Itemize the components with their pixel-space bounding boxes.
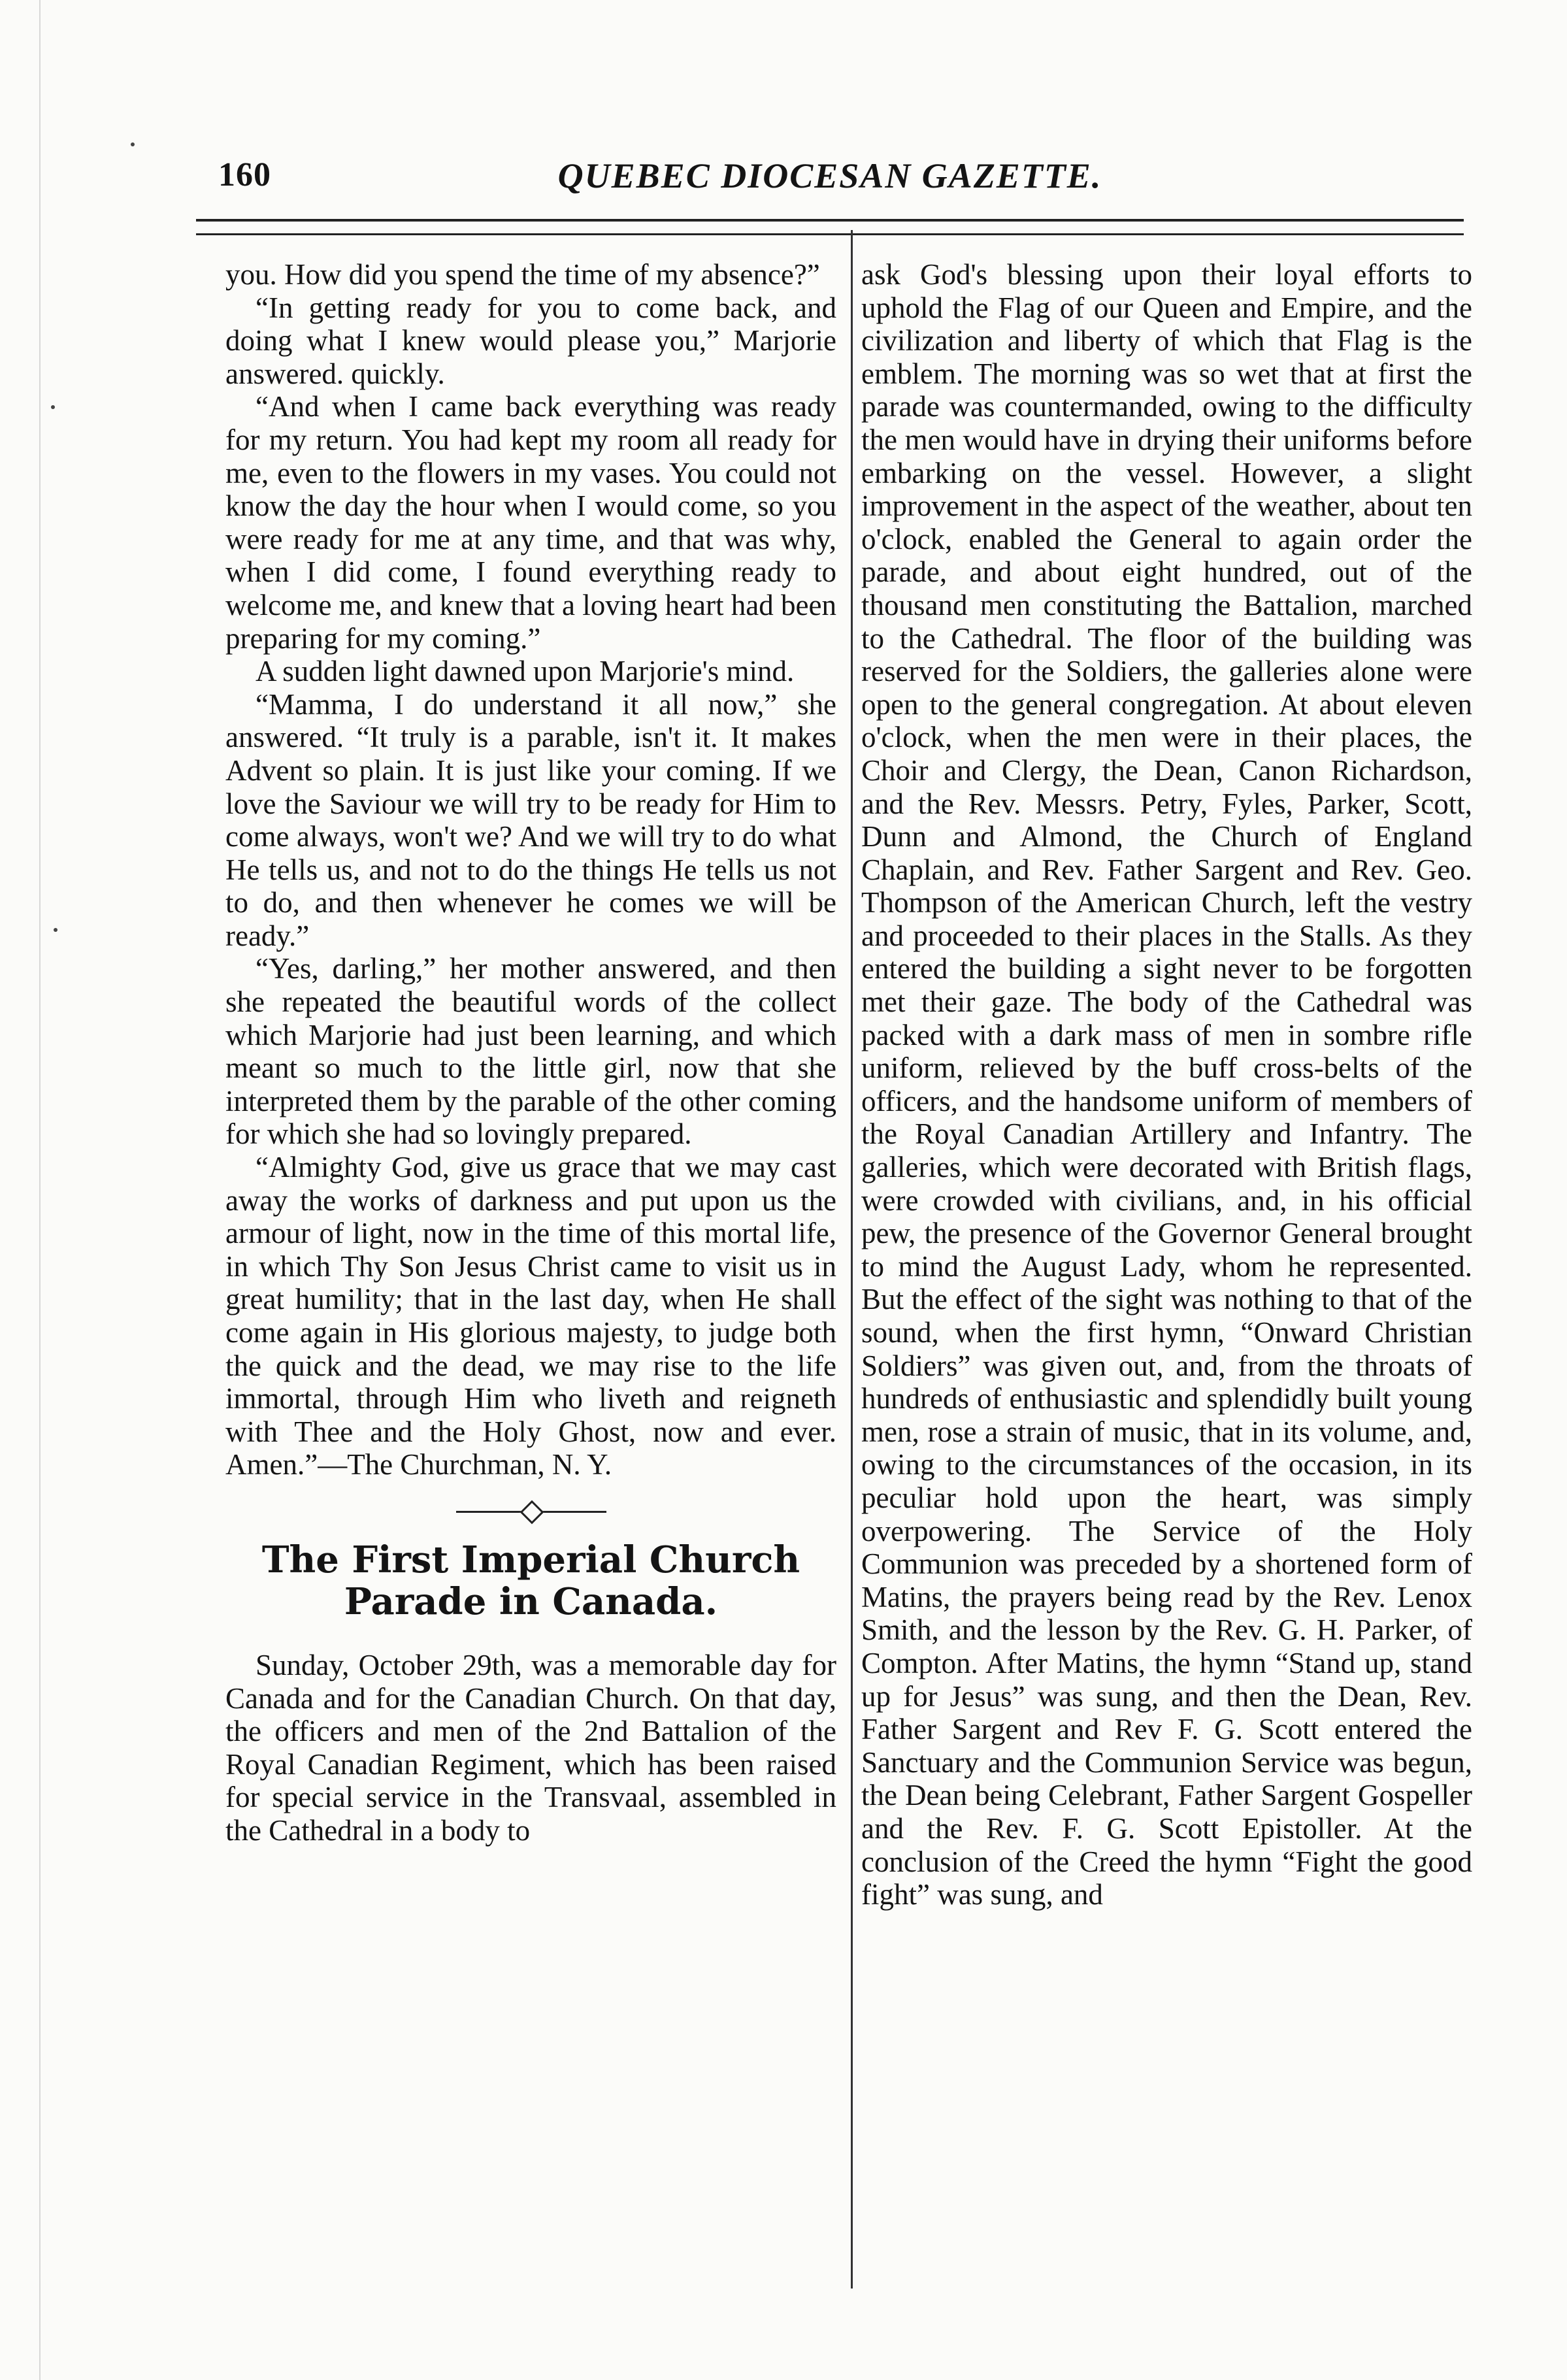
article-paragraph: Sunday, October 29th, was a memorable day for Canada and for the Canadian Church. On that day, the officers and men of the 2nd Battalion of the Royal Canadian Regiment, which has been raised for special service in the Transvaal, assembled in the Cathedral in a body to [225,1648,836,1847]
paragraph: “And when I came back everything was ready for my return. You had kept my room all ready for me, even to the flowers in my vases. You could not know the day the hour when I would come, so you were ready for me at any time, and that was why, when I did come, I found everything ready to welcome me, and knew that a loving heart had been preparing for my coming.” [225,390,836,655]
paragraph: A sudden light dawned upon Marjorie's mind. [256,655,795,688]
paragraph: you. How did you spend the time of my absence?” [225,258,820,291]
left-column [225,258,836,1847]
column-divider [851,230,853,2289]
page-edge [39,0,41,2380]
margin-speck [131,142,135,146]
paragraph: “Yes, darling,” her mother answered, and then she repeated the beautiful words of the collect which Marjorie had just been learning, and which meant so much to the little girl, now that she interpreted them by the parable of the other coming for which she had so lovingly prepared. [225,952,836,1151]
margin-speck [51,405,55,409]
paragraph: ask God's blessing upon their loyal efforts to uphold the Flag of our Queen and Empire, and the civilization and liberty of which that Flag is the emblem. The morning was so wet that at first the parade was countermanded, owing to the difficulty the men would have in drying their uniforms before embarking on the vessel. However, a slight improvement in the aspect of the weather, about ten o'clock, enabled the General to again order the parade, and about eight hundred, out of the thousand men constituting the Battalion, marched to the Cathedral. The floor of the building was reserved for the Soldiers, the galleries alone were open to the general congregation. At about eleven o'clock, when the men were in their places, the Choir and Clergy, the Dean, Canon Richardson, and the Rev. Messrs. Petry, Fyles, Parker, Scott, Dunn and Almond, the Church of England Chaplain, and Rev. Father Sargent and Rev. Geo. Thompson of the American Church, left the vestry and proceeded to their places in the Stalls. As they entered the building a sight never to be forgotten met their gaze. The body of the Cathedral was packed with a dark mass of men in sombre rifle uniform, relieved by the buff cross-belts of the officers, and the handsome uniform of members of the Royal Canadian Artillery and Infantry. The galleries, which were decorated with British flags, were crowded with civilians, and, in his official pew, the presence of the Governor General brought to mind the August Lady, whom he represented. But the effect of the sight was nothing to that of the sound, when the first hymn, “Onward Christian Soldiers” was given out, and, from the throats of hundreds of enthusiastic and splendidly built young men, rose a strain of music, that in its volume, and, owing to the circumstances of the occasion, in its peculiar hold upon the heart, was simply overpowering. The Service of the Holy Communion was preceded by a shortened form of Matins, the prayers being read by the Rev. Lenox Smith, and the lesson by the Rev. G. H. Parker, of Compton. After Matins, the hymn “Stand up, stand up for Jesus” was sung, and then the Dean, Rev. Father Sargent and Rev F. G. Scott entered the Sanctuary and the Communion Service was begun, the Dean being Celebrant, Father Sargent Gospeller and the Rev. F. G. Scott Epistoller. At the conclusion of the Creed the hymn “Fight the good fight” was sung, and [861,258,1472,1911]
paragraph: “Almighty God, give us grace that we may cast away the works of darkness and put upon us the armour of light, now in the time of this mortal life, in which Thy Son Jesus Christ came to visit us in great humility; that in the last day, when He shall come again in His glorious majesty, to judge both the quick and the dead, we may rise to the life immortal, through Him who liveth and reigneth with Thee and the Holy Ghost, now and ever. Amen.”—The Churchman, N. Y. [225,1151,836,1481]
margin-speck [54,928,58,932]
article-title-line: Parade in Canada. [344,1579,718,1623]
article-title [225,1539,836,1623]
paragraph: “Mamma, I do understand it all now,” she answered. “It truly is a parable, isn't it. It makes Advent so plain. It is just like your coming. If we love the Saviour we will try to be ready for Him to come always, won't we? And we will try to do what He tells us, and not to do the things He tells us not to do, and then whenever he comes we will be ready.” [225,687,836,952]
running-head: QUEBEC DIOCESAN GAZETTE. [557,156,1102,195]
page-header [196,150,1464,203]
article-title-line: The First Imperial Church [261,1538,800,1581]
paragraph: “In getting ready for you to come back, and doing what I knew would please you,” Marjorie answered. quickly. [225,291,836,390]
right-column [861,258,1472,1911]
section-ornament [456,1502,606,1521]
header-rule [196,219,1464,235]
page-number: 160 [218,156,271,193]
